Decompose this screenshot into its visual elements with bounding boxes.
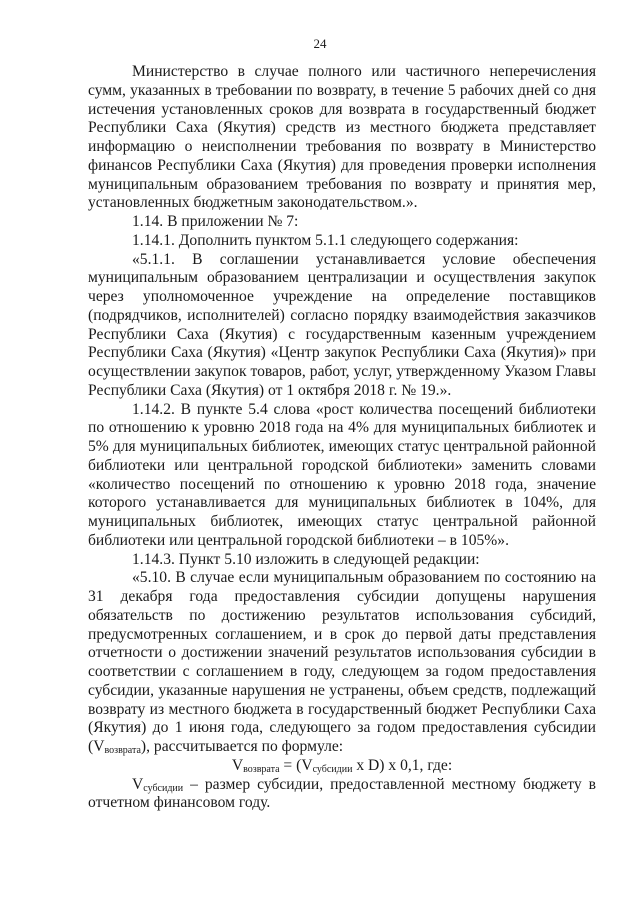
formula-v-subsidy-subscript: субсидии — [312, 763, 353, 775]
v-return-open: (V — [88, 738, 105, 755]
definition-v: V — [132, 775, 144, 793]
definition-text: – размер субсидии, предоставленной местному бюджету в отчетном финансовом году. — [88, 775, 596, 812]
formula-v: V — [231, 756, 244, 774]
page-number: 24 — [313, 36, 327, 51]
formula-rest: x D) x 0,1, где: — [352, 756, 453, 774]
v-return-subscript: возврата — [104, 745, 141, 756]
formula-v-return-subscript: возврата — [243, 763, 280, 775]
paragraph-1-14-3: 1.14.3. Пункт 5.10 изложить в следующей редакции: — [132, 550, 480, 568]
definition-v-subscript: субсидии — [143, 782, 184, 794]
paragraph-1-14-2: 1.14.2. В пункте 5.4 слова «рост количества посещений библиотеки по отношению к уровню 2018 года на 4% для муниципальных библиотек и 5% для муниципальных библиотек, имеющих статус центральной районной библиотеки или центральной городской библиотеки» заменить словами «количество посещений по отношению к уровню 2018 года, значение которого устанавливается для муниципальных библиотек в 104%, для муниципальных библиотек, имеющих статус центральной районной библиотеки или центральной городской библиотеки – в 105%». — [88, 400, 596, 549]
v-return-close: ), рассчитывается по формуле: — [140, 738, 344, 755]
paragraph-1-14: 1.14. В приложении № 7: — [132, 213, 299, 230]
paragraph-ministry-obligation: Министерство в случае полного или частичного неперечисления сумм, указанных в требовании по возврату, в течение 5 рабочих дней со дня истечения установленных сроков для возврата в государственный бюджет Республики Саха (Якутия) средств из местного бюджета представляет информацию о неисполнении требования по возврату в Министерство финансов Республики Саха (Якутия) для проведения проверки исполнения муниципальным образованием требования по возврату и принятия мер, установленных бюджетным законодательством.». — [88, 63, 596, 212]
document-body — [88, 63, 596, 813]
paragraph-5-10-text: «5.10. В случае если муниципальным образованием по состоянию на 31 декабря года предоставления субсидии допущены нарушения обязательств по достижению результатов использования субсидий, предусмотренных соглашением, и в срок до первой даты представления отчетности о достижении значений результатов использования субсидии в соответствии с соглашением в году, следующем за годом предоставления субсидии, указанные нарушения не устранены, объем средств, подлежащий возврату из местного бюджета в государственный бюджет Республики Саха (Якутия) до 1 июня года, следующего за годом предоставления субсидии — [88, 569, 596, 737]
paragraph-5-1-1: «5.1.1. В соглашении устанавливается условие обеспечения муниципальным образованием централизации и осуществления закупок через уполномоченное учреждение на определение поставщиков (подрядчиков, исполнителей) согласно порядку взаимодействия заказчиков Республики Саха (Якутия) с государственным казенным учреждением Республики Саха (Якутия) «Центр закупок Республики Саха (Якутия)» при осуществлении закупок товаров, работ, услуг, утвержденному Указом Главы Республики Саха (Якутия) от 1 октября 2018 г. № 19.». — [88, 250, 596, 399]
definition-v-subsidy — [88, 776, 596, 814]
paragraph-5-10 — [88, 569, 596, 757]
formula — [88, 757, 596, 776]
paragraph-1-14-1: 1.14.1. Дополнить пунктом 5.1.1 следующего содержания: — [132, 231, 519, 249]
formula-equals: = (V — [279, 756, 313, 774]
